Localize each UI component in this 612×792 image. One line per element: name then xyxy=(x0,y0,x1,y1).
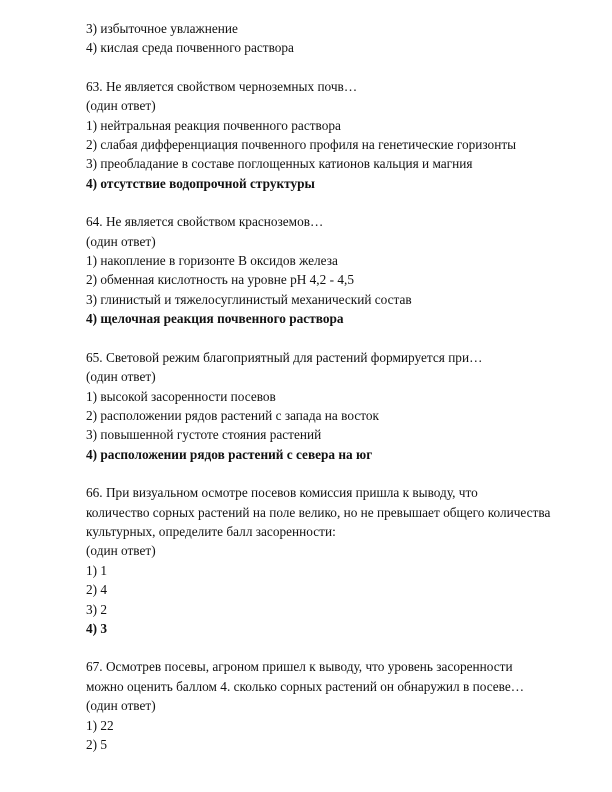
question-list xyxy=(86,58,586,755)
answer-option: 1) 22 xyxy=(86,717,114,733)
answer-option: 1) высокой засоренности посевов xyxy=(86,388,276,404)
previous-question-tail xyxy=(86,19,586,58)
answer-option: 3) повышенной густоте стояния растений xyxy=(86,427,322,443)
answer-option: 2) 4 xyxy=(86,582,108,598)
question-text: количество сорных растений на поле велико, но не превышает общего количества xyxy=(86,504,551,520)
answer-option: 3) 2 xyxy=(86,601,108,617)
answer-mode-label: (один ответ) xyxy=(86,698,156,714)
question-text: 67. Осмотрев посевы, агроном пришел к выводу, что уровень засоренности xyxy=(86,659,513,675)
answer-option: 1) нейтральная реакция почвенного раствора xyxy=(86,117,341,133)
question-text: 66. При визуальном осмотре посевов комиссия пришла к выводу, что xyxy=(86,485,478,501)
answer-option: 1) накопление в горизонте B оксидов железа xyxy=(86,253,338,269)
answer-option: 3) глинистый и тяжелосуглинистый механический состав xyxy=(86,291,412,307)
question-block xyxy=(86,483,586,638)
answer-mode-label: (один ответ) xyxy=(86,98,156,114)
correct-answer-option: 4) отсутствие водопрочной структуры xyxy=(86,175,315,191)
document-page xyxy=(86,19,586,754)
answer-option: 1) 1 xyxy=(86,562,108,578)
correct-answer-option: 4) щелочная реакция почвенного раствора xyxy=(86,311,344,327)
answer-mode-label: (один ответ) xyxy=(86,233,156,249)
correct-answer-option: 4) 3 xyxy=(86,620,108,636)
question-text: 63. Не является свойством черноземных почв… xyxy=(86,78,358,94)
answer-option: 2) слабая дифференциация почвенного профиля на генетические горизонты xyxy=(86,137,517,153)
question-text: 65. Световой режим благоприятный для растений формируется при… xyxy=(86,349,483,365)
answer-mode-label: (один ответ) xyxy=(86,369,156,385)
question-text: 64. Не является свойством красноземов… xyxy=(86,214,324,230)
question-block xyxy=(86,657,586,754)
answer-option: 2) обменная кислотность на уровне pH 4,2 - 4,5 xyxy=(86,272,354,288)
answer-option: 2) расположении рядов растений с запада на восток xyxy=(86,407,379,423)
correct-answer-option: 4) расположении рядов растений с севера на юг xyxy=(86,446,373,462)
answer-option: 3) преобладание в составе поглощенных катионов кальция и магния xyxy=(86,156,473,172)
question-block xyxy=(86,212,586,328)
option-line: 4) кислая среда почвенного раствора xyxy=(86,40,294,56)
option-line: 3) избыточное увлажнение xyxy=(86,21,238,36)
question-text: можно оценить баллом 4. сколько сорных растений он обнаружил в посеве… xyxy=(86,678,525,694)
answer-mode-label: (один ответ) xyxy=(86,543,156,559)
question-spacer xyxy=(86,638,586,657)
question-spacer xyxy=(86,58,586,77)
answer-option: 2) 5 xyxy=(86,737,108,752)
question-spacer xyxy=(86,193,586,212)
question-block xyxy=(86,348,586,464)
question-spacer xyxy=(86,464,586,483)
question-text: культурных, определите балл засоренности: xyxy=(86,523,336,539)
question-spacer xyxy=(86,329,586,348)
question-block xyxy=(86,77,586,193)
